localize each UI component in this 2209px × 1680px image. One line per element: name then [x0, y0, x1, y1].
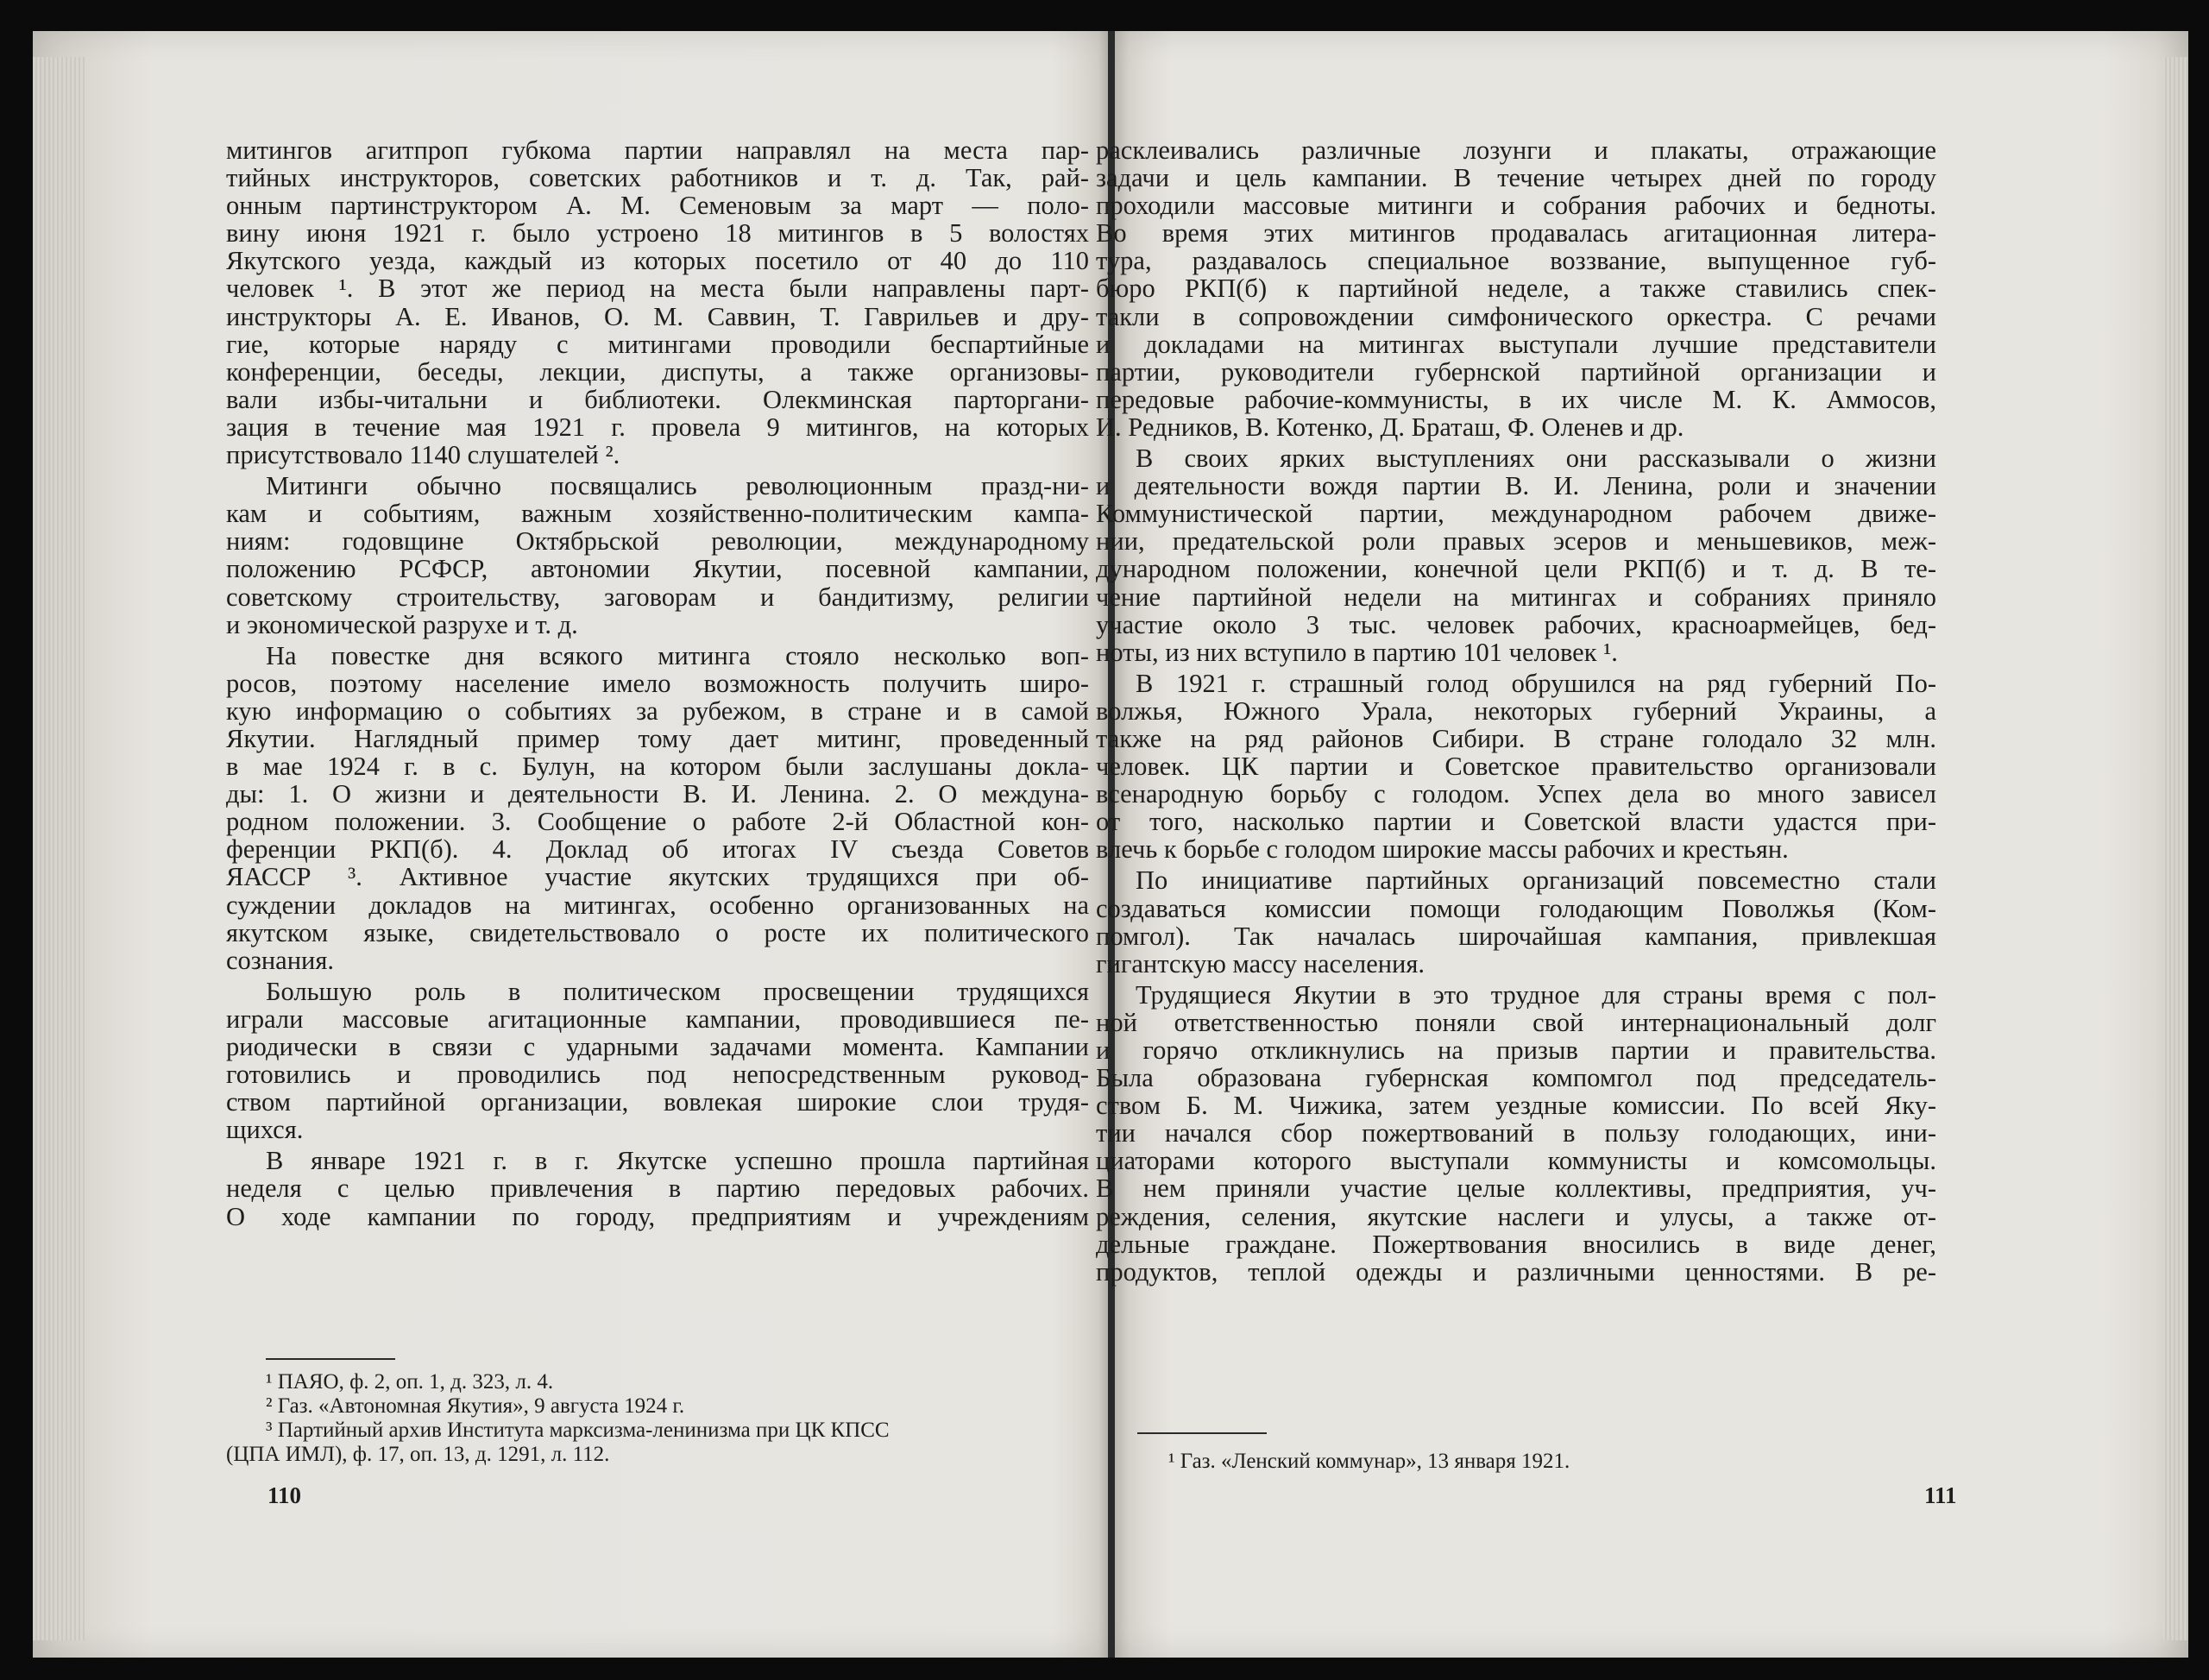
text-line: дельные граждане. Пожертвования вносились в виде денег, — [1096, 1229, 1936, 1259]
text-line: В январе 1921 г. в г. Якутске успешно прошла партийная — [266, 1146, 1089, 1176]
text-line: онным партинструктором А. М. Семеновым за март — поло- — [226, 191, 1089, 221]
text-line: человек ¹. В этот же период на места были направлены парт- — [226, 274, 1089, 304]
text-line: ноты, из них вступило в партию 101 человек ¹. — [1096, 637, 1618, 667]
text-line: кую информацию о событиях за рубежом, в стране и в самой — [226, 695, 1089, 726]
text-line: в мае 1924 г. в с. Булун, на котором были заслушаны докла- — [226, 752, 1089, 782]
text-line: Была образована губернская компомгол под председатель- — [1096, 1063, 1936, 1093]
text-line: положению РСФСР, автономии Якутии, посевной кампании, — [226, 554, 1089, 584]
text-line: дународном положении, конечной цели РКП(б) и т. д. В те- — [1096, 554, 1936, 584]
text-line: также на ряд районов Сибири. В стране голодало 32 млн. — [1096, 723, 1936, 753]
text-line: неделя с целью привлечения в партию передовых рабочих. — [226, 1173, 1089, 1204]
right-footnote-rule — [1137, 1432, 1267, 1434]
text-line: расклеивались различные лозунги и плакаты, отражающие — [1096, 135, 1936, 165]
text-line: Якутии. Наглядный пример тому дает митинг, проведенный — [226, 723, 1089, 753]
text-line: передовые рабочие-коммунисты, в их числе М. К. Аммосов, — [1096, 384, 1936, 414]
text-line: влечь к борьбе с голодом широкие массы рабочих и крестьян. — [1096, 834, 1789, 865]
left-footnotes — [226, 1370, 1094, 1467]
text-line: кам и событиям, важным хозяйственно-политическим кампа- — [226, 499, 1089, 529]
text-line: инструкторы А. Е. Иванов, О. М. Саввин, Т. Гаврильев и дру- — [226, 301, 1089, 331]
text-line: создаваться комиссии помощи голодающим Поволжья (Ком- — [1096, 893, 1936, 923]
text-line: По инициативе партийных организаций повсеместно стали — [1136, 865, 1936, 896]
text-line: продуктов, теплой одежды и различными ценностями. В ре- — [1096, 1256, 1936, 1287]
text-line: вину июня 1921 г. было устроено 18 митингов в 5 волостях — [226, 218, 1089, 249]
text-line: О ходе кампании по городу, предприятиям и учреждениям — [226, 1201, 1089, 1231]
text-line: от того, насколько партии и Советской власти удастся при- — [1096, 807, 1936, 837]
text-line: готовились и проводились под непосредственным руковод- — [226, 1060, 1089, 1090]
right-footnotes — [1168, 1450, 1945, 1474]
text-line: В нем приняли участие целые коллективы, предприятия, уч- — [1096, 1173, 1936, 1204]
text-line: вали избы-читальни и библиотеки. Олекминская парторгани- — [226, 384, 1089, 414]
text-line: нии, предательской роли правых эсеров и меньшевиков, меж- — [1096, 526, 1936, 557]
text-line: митингов агитпроп губкома партии направлял на места пар- — [226, 135, 1089, 165]
text-line: И. Редников, В. Котенко, Д. Браташ, Ф. Оленев и др. — [1096, 412, 1684, 442]
footnote: ³ Партийный архив Института марксизма-ленинизма при ЦК КПСС — [266, 1419, 890, 1442]
text-line: играли массовые агитационные кампании, проводившиеся пе- — [226, 1004, 1089, 1034]
right-page-body-text — [1096, 136, 1936, 1286]
text-line: Трудящиеся Якутии в это трудное для страны время с пол- — [1136, 979, 1936, 1010]
text-line: росов, поэтому население имело возможность получить широ- — [226, 668, 1089, 698]
text-line: щихся. — [226, 1115, 304, 1145]
right-page-edges — [2162, 57, 2188, 1640]
text-line: человек. ЦК партии и Советское правительство организовали — [1096, 752, 1936, 782]
right-page-number: 111 — [1924, 1482, 1957, 1508]
text-line: и экономической разрухе и т. д. — [226, 609, 578, 639]
footnote: ¹ Газ. «Ленский коммунар», 13 января 1921. — [1168, 1450, 1570, 1473]
text-line: Митинги обычно посвящались революционным празд-ни- — [266, 471, 1089, 501]
text-line: участие около 3 тыс. человек рабочих, красноармейцев, бед- — [1096, 609, 1936, 639]
text-line: гие, которые наряду с митингами проводили беспартийные — [226, 329, 1089, 359]
text-line: ниям: годовщине Октябрьской революции, международному — [226, 526, 1089, 557]
text-line: суждении докладов на митингах, особенно организованных на — [226, 890, 1089, 920]
text-line: всенародную борьбу с голодом. Успех дела во много зависел — [1096, 779, 1936, 809]
text-line: задачи и цель кампании. В течение четырех дней по городу — [1096, 163, 1936, 193]
text-line: родном положении. 3. Сообщение о работе 2-й Областной кон- — [226, 807, 1089, 837]
text-line: чение партийной недели на митингах и собраниях приняло — [1096, 582, 1936, 612]
text-line: присутствовало 1140 слушателей ². — [226, 440, 620, 470]
footnote: ² Газ. «Автономная Якутия», 9 августа 1924 г. — [266, 1394, 685, 1418]
text-line: волжья, Южного Урала, некоторых губерний Украины, а — [1096, 695, 1936, 726]
footnote: ¹ ПАЯО, ф. 2, оп. 1, д. 323, л. 4. — [266, 1370, 554, 1394]
left-page-edges — [33, 57, 85, 1640]
text-line: реждения, селения, якутские наслеги и улусы, а также от- — [1096, 1201, 1936, 1231]
text-line: риодически в связи с ударными задачами момента. Кампании — [226, 1032, 1089, 1061]
text-line: ством Б. М. Чижика, затем уездные комиссии. По всей Яку- — [1096, 1091, 1936, 1121]
text-line: помгол). Так началась широчайшая кампания, привлекшая — [1096, 921, 1936, 951]
footnote: (ЦПА ИМЛ), ф. 17, оп. 13, д. 1291, л. 112. — [226, 1443, 610, 1466]
text-line: ды: 1. О жизни и деятельности В. И. Ленина. 2. О междуна- — [226, 779, 1089, 809]
text-line: Якутского уезда, каждый из которых посетило от 40 до 110 — [226, 246, 1089, 276]
left-page-body-text — [226, 136, 1089, 1230]
text-line: тии начался сбор пожертвований в пользу голодающих, ини- — [1096, 1118, 1936, 1148]
text-line: циаторами которого выступали коммунисты и комсомольцы. — [1096, 1146, 1936, 1176]
text-line: тийных инструкторов, советских работников и т. д. Так, рай- — [226, 163, 1089, 193]
text-line: ференции РКП(б). 4. Доклад об итогах IV съезда Советов — [226, 834, 1089, 865]
text-line: зация в течение мая 1921 г. провела 9 митингов, на которых — [226, 412, 1089, 442]
text-line: ством партийной организации, вовлекая широкие слои трудя- — [226, 1087, 1089, 1117]
text-line: и докладами на митингах выступали лучшие представители — [1096, 329, 1936, 359]
text-line: ной ответственностью поняли свой интернациональный долг — [1096, 1007, 1936, 1037]
left-footnote-rule — [266, 1358, 395, 1360]
text-line: бюро РКП(б) к партийной неделе, а также ставились спек- — [1096, 274, 1936, 304]
text-line: проходили массовые митинги и собрания рабочих и бедноты. — [1096, 191, 1936, 221]
left-page-number: 110 — [267, 1482, 302, 1508]
text-line: тура, раздавалось специальное воззвание, выпущенное губ- — [1096, 246, 1936, 276]
text-line: такли в сопровождении симфонического оркестра. С речами — [1096, 301, 1936, 331]
text-line: В 1921 г. страшный голод обрушился на ряд губерний По- — [1136, 668, 1936, 698]
text-line: В своих ярких выступлениях они рассказывали о жизни — [1136, 444, 1936, 474]
text-line: партии, руководители губернской партийной организации и — [1096, 356, 1936, 387]
text-line: Большую роль в политическом просвещении трудящихся — [266, 976, 1089, 1006]
text-line: и горячо откликнулись на призыв партии и правительства. — [1096, 1035, 1936, 1065]
text-line: сознания. — [226, 945, 334, 975]
text-line: гигантскую массу населения. — [1096, 948, 1425, 978]
text-line: Во время этих митингов продавалась агитационная литера- — [1096, 218, 1936, 249]
text-line: советскому строительству, заговорам и бандитизму, религии — [226, 582, 1089, 612]
text-line: ЯАССР ³. Активное участие якутских трудящихся при об- — [226, 862, 1089, 892]
text-line: конференции, беседы, лекции, диспуты, а также организовы- — [226, 356, 1089, 387]
text-line: На повестке дня всякого митинга стояло несколько воп- — [266, 640, 1089, 670]
text-line: и деятельности вождя партии В. И. Ленина, роли и значении — [1096, 471, 1936, 501]
text-line: якутском языке, свидетельствовало о росте их политического — [226, 917, 1089, 947]
text-line: Коммунистической партии, международном рабочем движе- — [1096, 499, 1936, 529]
